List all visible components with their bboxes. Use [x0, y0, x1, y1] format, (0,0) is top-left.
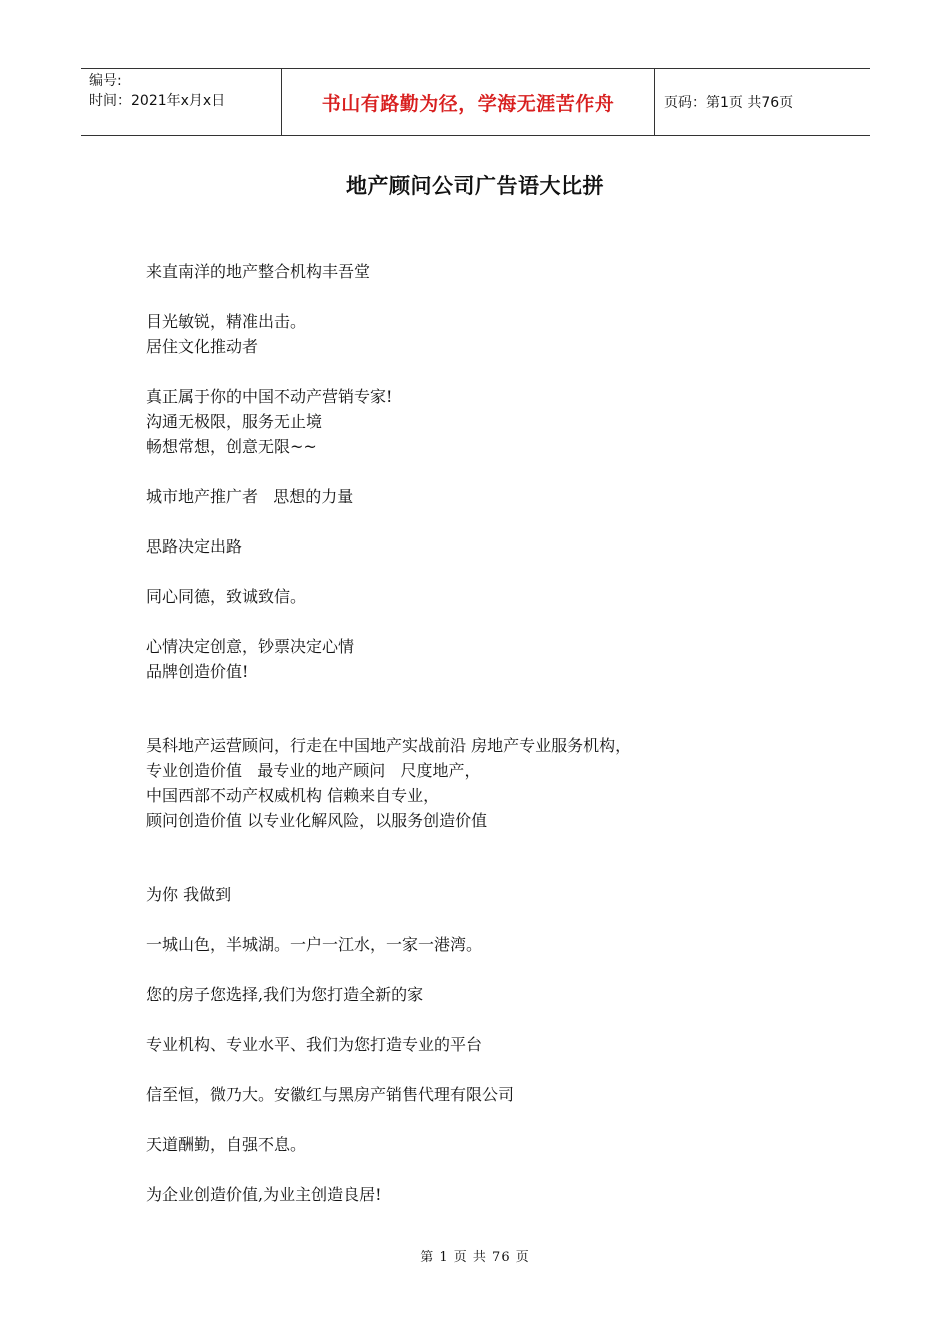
text-line: 为企业创造价值,为业主创造良居! [146, 1185, 382, 1204]
header-meta-cell [81, 69, 282, 135]
text-line: 畅想常想，创意无限~~ [146, 437, 317, 456]
text-line: 同心同德，致诚致信。 [146, 587, 307, 606]
text-line: 来直南洋的地产整合机构丰吾堂 [146, 262, 371, 281]
text-line: 心情决定创意，钞票决定心情 [146, 637, 355, 656]
text-line: 沟通无极限，服务无止境 [146, 412, 323, 431]
header-page-info: 页码：第1页 共76页 [664, 95, 794, 111]
text-line: 信至恒，微乃大。安徽红与黑房产销售代理有限公司 [146, 1085, 515, 1104]
text-line: 顾问创造价值 以专业化解风险，以服务创造价值 [146, 811, 488, 830]
text-line: 您的房子您选择,我们为您打造全新的家 [146, 985, 424, 1004]
document-title: 地产顾问公司广告语大比拼 [346, 174, 604, 198]
text-line: 城市地产推广者 思想的力量 [146, 487, 354, 506]
page-header [81, 68, 870, 136]
header-motto: 书山有路勤为径，学海无涯苦作舟 [282, 69, 655, 135]
text-line: 为你 我做到 [146, 885, 232, 904]
text-line: 天道酬勤，自强不息。 [146, 1135, 307, 1154]
document-date-label: 时间：2021年x月x日 [89, 93, 226, 109]
text-line: 品牌创造价值! [146, 662, 249, 681]
text-line: 居住文化推动者 [146, 337, 259, 356]
text-line: 真正属于你的中国不动产营销专家! [146, 387, 393, 406]
text-line: 专业创造价值 最专业的地产顾问 尺度地产， [146, 761, 481, 780]
text-line: 专业机构、专业水平、我们为您打造专业的平台 [146, 1035, 483, 1054]
text-line: 思路决定出路 [146, 537, 243, 556]
document-number-label: 编号: [89, 73, 122, 89]
text-line: 目光敏锐，精准出击。 [146, 312, 307, 331]
text-line: 中国西部不动产权威机构 信赖来自专业， [146, 786, 440, 805]
page-footer: 第 1 页 共 76 页 [420, 1250, 530, 1265]
text-line: 一城山色，半城湖。一户一江水，一家一港湾。 [146, 935, 483, 954]
text-line: 昊科地产运营顾问，行走在中国地产实战前沿 房地产专业服务机构， [146, 736, 632, 755]
